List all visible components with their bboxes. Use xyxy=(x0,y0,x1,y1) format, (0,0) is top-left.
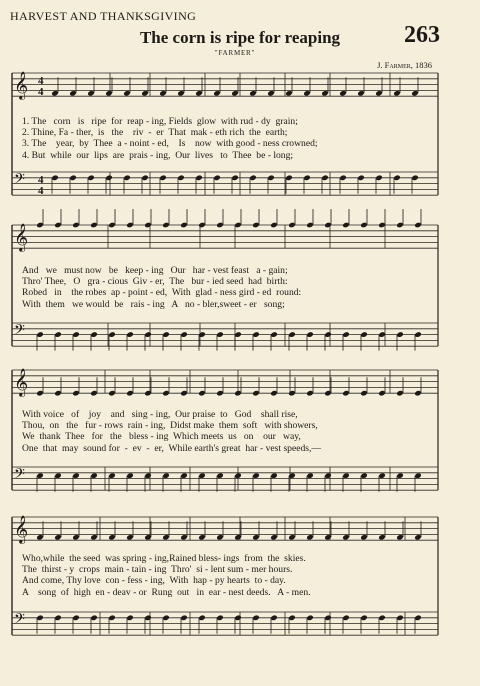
time-signature: 4 xyxy=(38,75,44,87)
lyric-line: Thou, on the fur - rows rain - ing, Didst make them soft with showers, xyxy=(22,420,318,432)
lyric-line: Thro' Thee, O gra - cious Giv - er, The bur - ied seed had birth: xyxy=(22,276,288,288)
lyric-line: And we must now be keep - ing Our har - vest feast a - gain; xyxy=(22,265,288,276)
section-heading: HARVEST AND THANKSGIVING xyxy=(10,9,197,23)
time-signature: 4 xyxy=(38,185,44,197)
lyric-line: 4. But while our lips are prais - ing, Our lives to Thee be - long; xyxy=(22,149,294,161)
lyric-line: With voice of joy and sing - ing, Our praise to God shall rise, xyxy=(22,409,298,420)
lyric-line: The thirst - y crops main - tain - ing Thro' si - lent sum - mer hours. xyxy=(22,564,293,576)
lyric-line: Who,while the seed was spring - ing,Rained bless- ings from the skies. xyxy=(22,553,306,564)
lyric-line: With them we would be rais - ing A no - bler,sweet - er song; xyxy=(22,298,285,310)
lyric-line: A song of high en - deav - or Rung out in ear - nest deeds. A - men. xyxy=(22,586,311,598)
lyrics-system-3 xyxy=(22,409,432,454)
composer-credit: J. Farmer, 1836 xyxy=(377,60,432,70)
lyric-line: 3. The year, by Thee a - noint - ed, Is now with good - ness crowned; xyxy=(22,138,318,150)
time-signature: 4 xyxy=(38,86,44,98)
lyric-line: 2. Thine, Fa - ther, is the riv - er That mak - eth rich the earth; xyxy=(22,127,288,139)
bass-clef-icon: 𝄢 xyxy=(14,171,25,191)
lyrics-system-1 xyxy=(22,116,432,161)
lyric-line: 1. The corn is ripe for reap - ing, Fields glow with rud - dy grain; xyxy=(22,116,298,127)
lyrics-system-4 xyxy=(22,553,432,598)
treble-clef-icon: 𝄞 xyxy=(14,515,29,543)
hymn-number: 263 xyxy=(404,22,440,48)
bass-clef-icon: 𝄢 xyxy=(14,322,25,342)
lyric-line: And come, Thy love con - fess - ing, With hap - py hearts to - day. xyxy=(22,575,286,587)
hymn-title: The corn is ripe for reaping xyxy=(139,28,341,47)
lyric-line: One that may sound for - ev - er, While earth's great har - vest speeds,— xyxy=(22,442,322,454)
bass-clef-icon: 𝄢 xyxy=(14,466,25,486)
tune-name: "FARMER" xyxy=(214,49,256,57)
lyric-line: Robed in the robes ap - point - ed, With glad - ness gird - ed round: xyxy=(22,287,302,299)
treble-clef-icon: 𝄞 xyxy=(14,71,29,99)
treble-clef-icon: 𝄞 xyxy=(14,223,29,251)
bass-clef-icon: 𝄢 xyxy=(14,611,25,631)
lyrics-system-2 xyxy=(22,265,432,310)
time-signature: 4 xyxy=(38,174,44,186)
treble-clef-icon: 𝄞 xyxy=(14,368,29,396)
lyric-line: We thank Thee for the bless - ing Which meets us on our way, xyxy=(22,431,301,443)
